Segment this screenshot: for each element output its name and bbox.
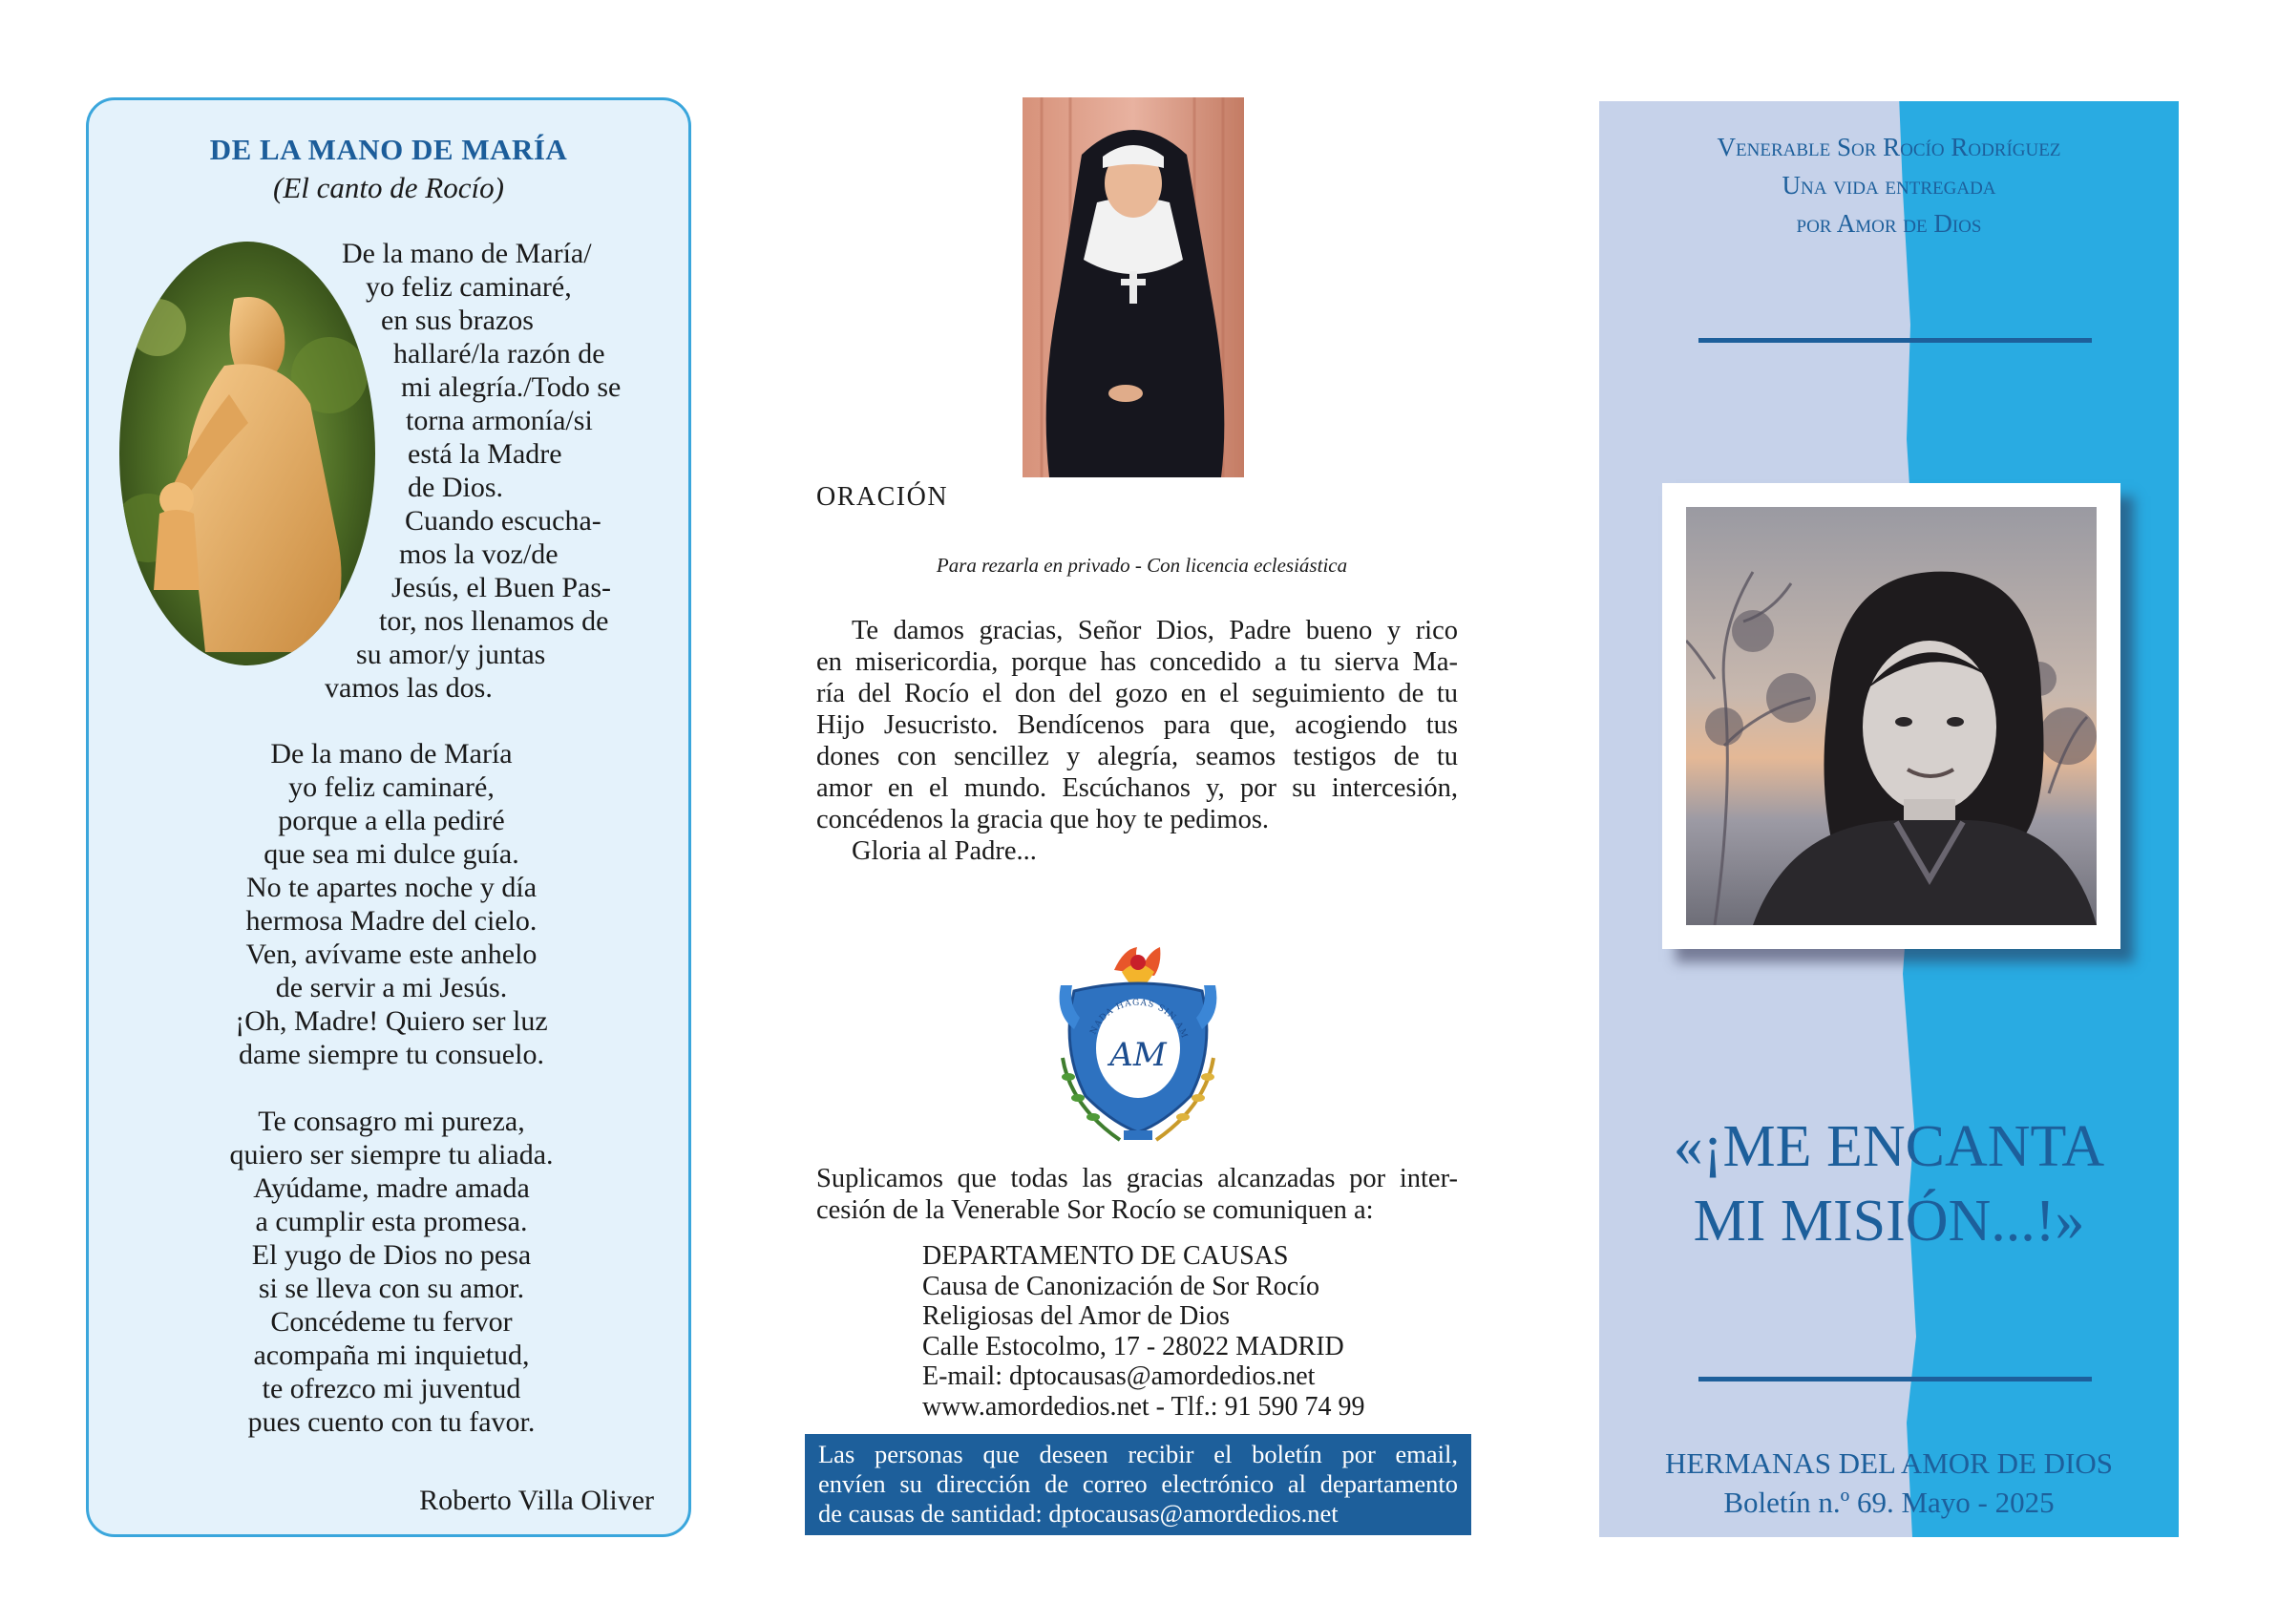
emblem-monogram: AM [1109, 1036, 1167, 1074]
contact-address: Calle Estocolmo, 17 - 28022 MADRID [922, 1331, 1344, 1361]
headline-line: «¡ME ENCANTA [1673, 1114, 2105, 1179]
contact-congregation: Religiosas del Amor de Dios [922, 1301, 1230, 1331]
poem-line: De la mano de María [270, 738, 513, 770]
portrait-frame [1662, 483, 2120, 949]
poem-line: Jesús, el Buen Pas- [391, 572, 611, 603]
sor-rocio-portrait-photo [1686, 507, 2097, 925]
poem-line: mos la voz/de [399, 538, 559, 570]
poem-line: de servir a mi Jesús. [275, 972, 508, 1003]
poem-line: hallaré/la razón de [393, 338, 605, 369]
poem-line: El yugo de Dios no pesa [251, 1239, 532, 1271]
grace-request-text [816, 1163, 1458, 1226]
prayer-line: Te damos gracias, Señor Dios, Padre bueno y rico [852, 616, 1458, 645]
poem-line: hermosa Madre del cielo. [245, 905, 538, 937]
poem-line: ¡Oh, Madre! Quiero ser luz [235, 1005, 548, 1037]
prayer-text [816, 615, 1458, 835]
cover-title-line: Una vida entregada [1782, 171, 1996, 200]
poem-line: Ayúdame, madre amada [253, 1172, 530, 1204]
prayer-closing: Gloria al Padre... [852, 836, 1037, 866]
prayer-line: Hijo Jesucristo. Bendícenos para que, acogiendo tus [816, 710, 1458, 740]
poem-line: te ofrezco mi juventud [262, 1373, 521, 1404]
divider-top [1698, 338, 2092, 343]
cover-title [1599, 128, 2179, 243]
poem-line: porque a ella pediré [278, 805, 505, 836]
prayer-line: amor en el mundo. Escúchanos y, por su intercesión, [816, 773, 1458, 803]
prayer-line: concédenos la gracia que hoy te pedimos. [816, 805, 1270, 834]
newsletter-line: de causas de santidad: dptocausas@amordedios.net [818, 1499, 1339, 1528]
contact-web-phone[interactable]: www.amordedios.net - Tlf.: 91 590 74 99 [922, 1391, 1365, 1422]
congregation-emblem-logo [1045, 943, 1231, 1153]
poem-line: No te apartes noche y día [245, 872, 538, 903]
poem-line: vamos las dos. [325, 672, 493, 704]
poem-line: tor, nos llenamos de [379, 605, 609, 637]
bulletin-issue: Boletín n.º 69. Mayo - 2025 [1723, 1486, 2055, 1519]
poem-line: De la mano de María/ [342, 238, 592, 269]
poem-title: DE LA MANO DE MARÍA [209, 133, 568, 166]
poem-line: yo feliz caminaré, [288, 771, 495, 803]
divider-bottom [1698, 1377, 2092, 1381]
poem-line: acompaña mi inquietud, [253, 1339, 530, 1371]
publisher-block [1599, 1444, 2179, 1522]
contact-department: DEPARTAMENTO DE CAUSAS [922, 1241, 1289, 1271]
newsletter-line: Las personas que deseen recibir el boletín por email, [818, 1440, 1458, 1468]
poem-stanza-3 [89, 1105, 694, 1439]
contact-email[interactable]: E-mail: dptocausas@amordedios.net [922, 1361, 1316, 1391]
request-line: Suplicamos que todas las gracias alcanzadas por inter- [816, 1164, 1458, 1193]
poem-line: mi alegría./Todo se [401, 371, 622, 403]
poem-line: su amor/y juntas [356, 639, 546, 670]
prayer-line: en misericordia, porque has concedido a tu sierva Ma- [816, 647, 1458, 677]
poem-line: de Dios. [408, 472, 503, 503]
poem-line: si se lleva con su amor. [258, 1273, 525, 1304]
newsletter-line: envíen su dirección de correo electrónico al departamento [818, 1469, 1458, 1498]
cover-headline [1599, 1109, 2179, 1258]
emblem-motto: NADA HAGAS SIN AM [1088, 998, 1190, 1041]
prayer-license-note: Para rezarla en privado - Con licencia eclesiástica [936, 554, 1348, 577]
poem-panel [86, 97, 691, 1537]
poem-line: Te consagro mi pureza, [258, 1106, 525, 1137]
virgin-child-statue-image [119, 242, 375, 665]
prayer-line: ría del Rocío el don del gozo en el seguimiento de tu [816, 679, 1458, 708]
poem-line: en sus brazos [381, 305, 534, 336]
contact-address-block [922, 1241, 1365, 1422]
poem-line: está la Madre [408, 438, 562, 470]
prayer-line: dones con sencillez y alegría, seamos testigos de tu [816, 742, 1458, 771]
poem-line: yo feliz caminaré, [366, 271, 572, 303]
poem-stanza-2 [89, 737, 694, 1071]
cover-title-line: Venerable Sor Rocío Rodríguez [1717, 133, 2061, 161]
poem-line: quiero ser siempre tu aliada. [229, 1139, 554, 1171]
headline-line: MI MISIÓN...!» [1693, 1189, 2085, 1254]
contact-cause: Causa de Canonización de Sor Rocío [922, 1271, 1320, 1301]
newsletter-subscription-box [805, 1434, 1471, 1535]
prayer-heading: ORACIÓN [816, 482, 949, 512]
poem-line: que sea mi dulce guía. [264, 838, 519, 870]
cover-title-line: por Amor de Dios [1796, 209, 1982, 238]
poem-line: Ven, avívame este anhelo [245, 939, 538, 970]
poem-line: a cumplir esta promesa. [255, 1206, 528, 1237]
poem-line: Concédeme tu fervor [270, 1306, 513, 1338]
poem-author: Roberto Villa Oliver [419, 1485, 654, 1516]
poem-subtitle: (El canto de Rocío) [273, 171, 504, 204]
poem-line: Cuando escucha- [405, 505, 601, 537]
poem-line: pues cuento con tu favor. [247, 1406, 536, 1438]
publisher-name: HERMANAS DEL AMOR DE DIOS [1664, 1446, 2114, 1480]
poem-line: dame siempre tu consuelo. [239, 1039, 544, 1070]
poem-line: torna armonía/si [406, 405, 593, 436]
nun-portrait-photo [1023, 97, 1244, 477]
request-line: cesión de la Venerable Sor Rocío se comuniquen a: [816, 1195, 1374, 1225]
